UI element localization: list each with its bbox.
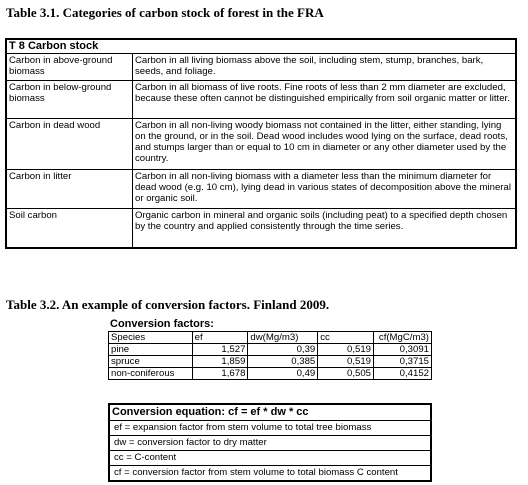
- species-cell: spruce: [109, 356, 193, 368]
- column-header: dw(Mg/m3): [248, 332, 318, 344]
- table-row: [7, 81, 515, 119]
- column-header: cc: [318, 332, 374, 344]
- column-header: cf(MgC/m3): [374, 332, 432, 344]
- table-row: [7, 170, 515, 209]
- table-header-row: [109, 332, 432, 344]
- definition-cell: Carbon in all non-living biomass with a diameter less than the minimum diameter for dead wood (e.g. 10 cm), lying dead in various states of decomposition above the mineral or organic soil.: [135, 171, 511, 204]
- definition-cell: Carbon in all biomass of live roots. Fine roots of less than 2 mm diameter are excluded, because these often cannot be distinguished empirically from soil organic matter or litter.: [135, 82, 510, 104]
- ef-cell: 1,527: [192, 344, 248, 356]
- table-row: [109, 368, 432, 380]
- dw-cell: 0,385: [248, 356, 318, 368]
- dw-cell: 0,49: [248, 368, 318, 380]
- species-cell: pine: [109, 344, 193, 356]
- table-header: T 8 Carbon stock: [7, 40, 515, 54]
- definition-cell: Organic carbon in mineral and organic soils (including peat) to a specified depth chosen by the country and applied consistently through the time series.: [135, 210, 508, 232]
- conversion-factors: [108, 318, 432, 380]
- column-header: Species: [109, 332, 193, 344]
- column-header: ef: [192, 332, 248, 344]
- cc-cell: 0,519: [318, 344, 374, 356]
- table31-caption: Table 3.1. Categories of carbon stock of forest in the FRA: [6, 5, 324, 20]
- dw-cell: 0,39: [248, 344, 318, 356]
- definition-cell: Carbon in all non-living woody biomass not contained in the litter, either standing, lying on the ground, or in the soil. Dead wood includes wood lying on the surface, dead roots, and stumps larger than or equal to 10 cm in diameter or any other diameter used by the country.: [135, 120, 508, 164]
- conversion-equation-box: [108, 403, 432, 482]
- definition-line: dw = conversion factor to dry matter: [110, 436, 430, 451]
- cc-cell: 0,519: [318, 356, 374, 368]
- ef-cell: 1,678: [192, 368, 248, 380]
- species-cell: non-coniferous: [109, 368, 193, 380]
- category-cell: Carbon in litter: [7, 170, 133, 208]
- table-row: [7, 119, 515, 170]
- table-row: [109, 344, 432, 356]
- definition-line: cf = conversion factor from stem volume to total biomass C content: [114, 467, 398, 478]
- category-cell: Carbon in below-ground biomass: [7, 81, 133, 118]
- definition-line: cc = C-content: [110, 451, 430, 466]
- table32-caption: Table 3.2. An example of conversion factors. Finland 2009.: [6, 297, 330, 312]
- cf-cell: 0,3091: [374, 344, 432, 356]
- table-row: [109, 356, 432, 368]
- definition-cell: Carbon in all living biomass above the soil, including stem, stump, branches, bark, seeds, and foliage.: [135, 55, 484, 77]
- cf-cell: 0,3715: [374, 356, 432, 368]
- cf-cell: 0,4152: [374, 368, 432, 380]
- ef-cell: 1,859: [192, 356, 248, 368]
- cc-cell: 0,505: [318, 368, 374, 380]
- category-cell: Soil carbon: [7, 209, 133, 247]
- carbon-stock-table: [5, 38, 517, 249]
- conversion-factors-title: Conversion factors:: [110, 318, 214, 330]
- conversion-factors-table: [108, 331, 432, 380]
- category-cell: Carbon in dead wood: [7, 119, 133, 169]
- table-row: [7, 209, 515, 247]
- conversion-equation-title: Conversion equation: cf = ef * dw * cc: [110, 405, 430, 421]
- category-cell: Carbon in above-ground biomass: [7, 54, 133, 80]
- table-row: [7, 54, 515, 81]
- definition-line: ef = expansion factor from stem volume to total tree biomass: [110, 421, 430, 436]
